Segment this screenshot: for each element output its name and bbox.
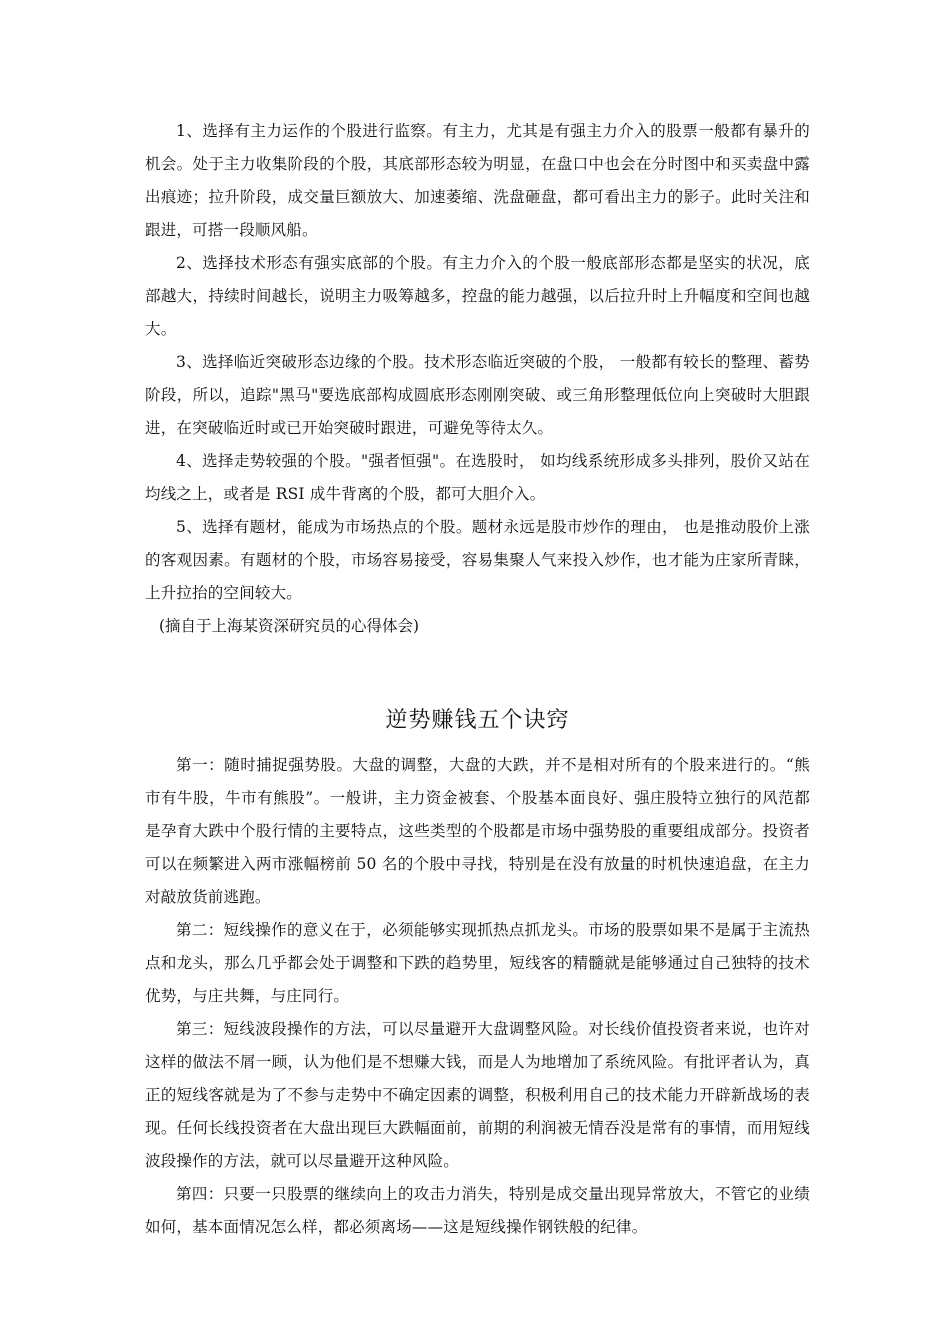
- tip-2-paragraph: 第二：短线操作的意义在于，必须能够实现抓热点抓龙头。市场的股票如果不是属于主流热点和龙头，那么几乎都会处于调整和下跌的趋势里，短线客的精髓就是能够通过自己独特的技术优势，与庄共舞，与庄同行。: [145, 921, 810, 1005]
- paragraph-5: 5、选择有题材，能成为市场热点的个股。题材永远是股市炒作的理由， 也是推动股价上涨的客观因素。有题材的个股，市场容易接受，容易集聚人气来投入炒作，也才能为庄家所青睐，上升拉抬的空间较大。: [145, 518, 810, 602]
- tip-3-paragraph: 第三：短线波段操作的方法，可以尽量避开大盘调整风险。对长线价值投资者来说，也许对这样的做法不屑一顾，认为他们是不想赚大钱，而是人为地增加了系统风险。有批评者认为，真正的短线客就是为了不参与走势中不确定因素的调整，积极利用自己的技术能力开辟新战场的表现。任何长线投资者在大盘出现巨大跌幅面前，前期的利润被无情吞没是常有的事情，而用短线波段操作的方法，就可以尽量避开这种风险。: [145, 1020, 810, 1170]
- paragraph-1: 1、选择有主力运作的个股进行监察。有主力，尤其是有强主力介入的股票一般都有暴升的机会。处于主力收集阶段的个股，其底部形态较为明显，在盘口中也会在分时图中和买卖盘中露出痕迹；拉升阶段，成交量巨额放大、加速萎缩、洗盘砸盘，都可看出主力的影子。此时关注和跟进，可搭一段顺风船。: [145, 122, 810, 239]
- paragraph-2: 2、选择技术形态有强实底部的个股。有主力介入的个股一般底部形态都是坚实的状况，底部越大，持续时间越长，说明主力吸筹越多，控盘的能力越强，以后拉升时上升幅度和空间也越大。: [145, 254, 810, 338]
- tip-4-paragraph: 第四：只要一只股票的继续向上的攻击力消失，特别是成交量出现异常放大，不管它的业绩如何，基本面情况怎么样，都必须离场——这是短线操作钢铁般的纪律。: [145, 1185, 810, 1236]
- source-note: (摘自于上海某资深研究员的心得体会): [159, 617, 420, 635]
- tip-1-paragraph: 第一：随时捕捉强势股。大盘的调整，大盘的大跌，并不是相对所有的个股来进行的。“熊市有牛股，牛市有熊股”。一般讲，主力资金被套、个股基本面良好、强庄股特立独行的风范都是孕育大跌中个股行情的主要特点，这些类型的个股都是市场中强势股的重要组成部分。投资者可以在频繁进入两市涨幅榜前 50 名的个股中寻找，特别是在没有放量的时机快速追盘，在主力对敲放货前逃跑。: [145, 756, 810, 906]
- stock-selection-section: [145, 115, 810, 643]
- contrarian-section: [145, 643, 810, 1244]
- document-page: [145, 115, 810, 1244]
- section-title: 逆势赚钱五个诀窍: [385, 708, 570, 733]
- paragraph-3: 3、选择临近突破形态边缘的个股。技术形态临近突破的个股， 一般都有较长的整理、蓄势阶段，所以，追踪"黑马"要选底部构成圆底形态刚刚突破、或三角形整理低位向上突破时大胆跟进，在突破临近时或已开始突破时跟进，可避免等待太久。: [145, 353, 810, 437]
- paragraph-4: 4、选择走势较强的个股。"强者恒强"。在选股时， 如均线系统形成多头排列，股价又站在均线之上，或者是 RSI 成牛背离的个股，都可大胆介入。: [145, 452, 810, 503]
